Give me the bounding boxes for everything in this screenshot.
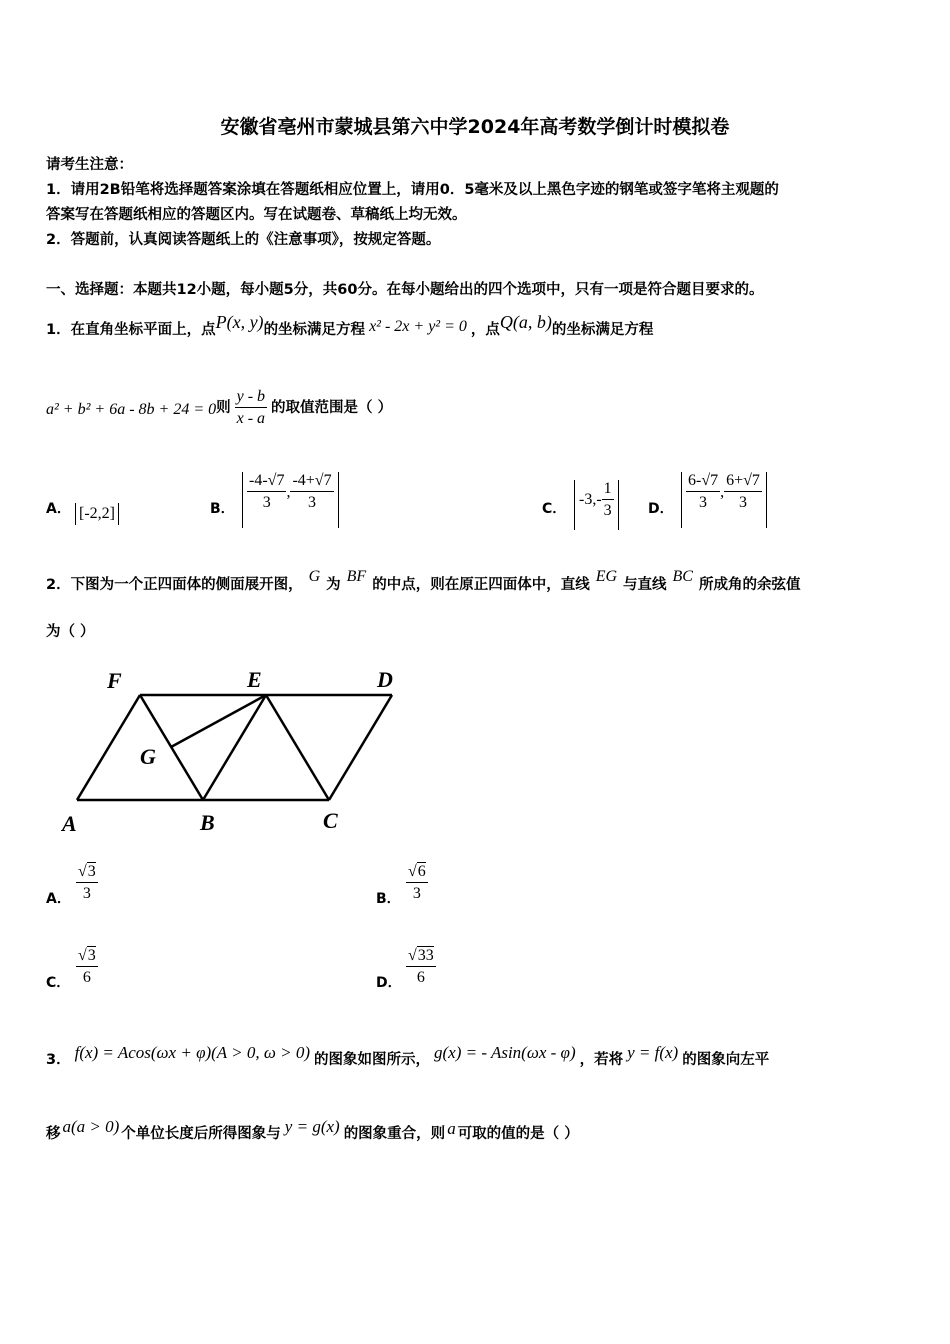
q1-option-b-num-1: -4-√7 [247, 472, 286, 492]
q2-text: 为 [326, 577, 341, 593]
label-g: G [140, 744, 156, 769]
q2-option-a-label[interactable]: A． [46, 891, 71, 907]
edge-dc [329, 695, 392, 800]
q3-text: 的图象如图所示， [314, 1052, 430, 1068]
q2-option-c-frac: $\frac{√3}{6}$ [78, 947, 96, 986]
q2-option-b-label[interactable]: B． [376, 891, 401, 907]
q1-option-d-value: $\frac{6-√7}{3}$ , $\frac{6+√7}{3}$ [681, 472, 767, 528]
label-c: C [323, 808, 338, 833]
q2-option-a-value [76, 863, 98, 903]
q2-option-a-frac: $\frac{√3}{3}$ [78, 863, 96, 902]
label-d: D [377, 667, 393, 692]
q2-option-b-den: 3 [412, 885, 421, 902]
q2-option-d-value [406, 947, 436, 987]
question-3-line-2 [46, 1117, 579, 1143]
q1-option-b-den-2: 3 [308, 494, 316, 511]
question-2-line-2: 为（ ） [46, 624, 95, 640]
notice-line-2: 答案写在答题纸相应的答题区内。写在试题卷、草稿纸上均无效。 [46, 207, 467, 223]
q3-shift-a: a(a > 0) [62, 1117, 120, 1136]
q1-text: 的取值范围是（ ） [271, 400, 393, 416]
q1-option-d-num-2: 6+√7 [724, 472, 762, 492]
q3-text: 3． [46, 1052, 71, 1068]
q1-option-b-label[interactable]: B． [210, 501, 235, 517]
edge-ec [266, 695, 329, 800]
q2-text: 所成角的余弦值 [698, 577, 801, 593]
q1-option-c-label[interactable]: C． [542, 501, 567, 517]
q3-function-g: g(x) = - Asin(ωx - φ) [434, 1043, 576, 1062]
q3-text: 个单位长度后所得图象与 [121, 1126, 281, 1142]
q1-point-q: Q(a, b) [499, 312, 552, 332]
q3-variable-a: a [447, 1119, 456, 1138]
q2-option-a-den: 3 [82, 885, 91, 902]
q2-option-c-den: 6 [82, 969, 91, 986]
section-heading: 一、选择题：本题共12小题，每小题5分，共60分。在每小题给出的四个选项中，只有一项是符合题目要求的。 [46, 282, 764, 298]
q1-option-a-value [75, 503, 119, 525]
label-e: E [247, 667, 262, 692]
q3-text: 的图象向左平 [682, 1052, 770, 1068]
q2-option-d-num: 33 [417, 947, 434, 964]
q1-option-c-frac [602, 480, 614, 520]
q1-option-d-label[interactable]: D． [648, 501, 674, 517]
q2-option-d-label[interactable]: D． [376, 975, 402, 991]
q3-function-f: f(x) = Acos(ωx + φ)(A > 0, ω > 0) [74, 1043, 310, 1062]
q2-option-d-frac: $\frac{√33}{6}$ [408, 947, 434, 986]
q1-option-b-value: $\frac{-4-√7}{3}$ , $\frac{-4+√7}{3}$ [242, 472, 339, 528]
q1-option-c-num: 1 [602, 480, 614, 500]
q2-line-bc: BC [672, 568, 693, 585]
notice-line-3: 2．答题前，认真阅读答题纸上的《注意事项》，按规定答题。 [46, 232, 441, 248]
notice-heading: 请考生注意： [46, 157, 133, 173]
q2-line-eg: EG [595, 568, 618, 585]
q2-option-d-den: 6 [416, 969, 425, 986]
q1-option-c-prefix: -3,- [579, 491, 602, 508]
q3-text: ，若将 [579, 1052, 624, 1068]
q2-option-c-num: 3 [87, 947, 96, 964]
q2-option-c-value [76, 947, 98, 987]
q1-option-d-den-2: 3 [739, 494, 748, 511]
label-a: A [62, 811, 77, 836]
q1-option-b-den-1: 3 [262, 494, 271, 511]
q1-option-b-frac-2 [290, 472, 333, 512]
q2-net-diagram [55, 660, 415, 840]
q1-text: 则 [216, 400, 231, 416]
question-3-line-1 [46, 1043, 769, 1069]
edge-eb [203, 695, 266, 800]
label-f: F [107, 668, 122, 693]
q1-text: ，点 [470, 322, 500, 338]
q2-option-b-value [406, 863, 428, 903]
q3-y-equals-g: y = g(x) [284, 1117, 340, 1136]
q1-option-d-num-1: 6-√7 [686, 472, 720, 492]
q1-option-d-frac-1 [686, 472, 720, 512]
q2-point-g: G [308, 568, 321, 585]
q1-option-d-den-1: 3 [699, 494, 708, 511]
q1-option-d-frac-2 [724, 472, 762, 512]
q1-fraction-den: x - a [236, 410, 266, 427]
q1-equation-2: a² + b² + 6a - 8b + 24 = 0 [46, 401, 217, 418]
q1-option-a-label[interactable]: A． [46, 501, 71, 517]
q3-text: 可取的值的是（ ） [457, 1126, 579, 1142]
q1-text: 的坐标满足方程 [263, 322, 366, 338]
q1-equation-1: x² - 2x + y² = 0 [369, 318, 467, 335]
q1-fraction [235, 388, 267, 428]
q2-option-a-num: 3 [87, 863, 96, 880]
q1-fraction-num: y - b [235, 388, 267, 408]
q1-option-b-frac-1 [247, 472, 286, 512]
q2-option-b-num: 6 [417, 863, 426, 880]
q2-text: 2．下图为一个正四面体的侧面展开图， [46, 577, 303, 593]
edge-fa [77, 695, 140, 800]
q1-option-a-text: [-2,2] [79, 505, 115, 522]
q3-text: 的图象重合，则 [343, 1126, 446, 1142]
q1-option-c-value [574, 480, 619, 530]
q1-option-c-den: 3 [603, 502, 612, 519]
question-1-line-1 [46, 312, 653, 339]
q3-text: 移 [46, 1126, 61, 1142]
q2-text: 与直线 [623, 577, 667, 593]
q1-text: 1．在直角坐标平面上，点 [46, 322, 216, 338]
q2-option-b-frac: $\frac{√6}{3}$ [408, 863, 426, 902]
question-2-line-1 [46, 568, 800, 594]
question-1-line-2 [46, 388, 392, 428]
q3-y-equals-f: y = f(x) [627, 1043, 679, 1062]
q1-point-p: P(x, y) [215, 312, 264, 332]
q1-option-b-num-2: -4+√7 [290, 472, 333, 492]
q2-text: 的中点，则在原正四面体中，直线 [372, 577, 590, 593]
page-title: 安徽省亳州市蒙城县第六中学2024年高考数学倒计时模拟卷 [220, 116, 730, 138]
q1-text: 的坐标满足方程 [551, 322, 654, 338]
q2-option-c-label[interactable]: C． [46, 975, 71, 991]
label-b: B [200, 810, 215, 835]
notice-line-1: 1．请用2B铅笔将选择题答案涂填在答题纸相应位置上，请用0．5毫米及以上黑色字迹的钢笔或签字笔将主观题的 [46, 182, 779, 198]
q2-segment-bf: BF [346, 568, 367, 585]
